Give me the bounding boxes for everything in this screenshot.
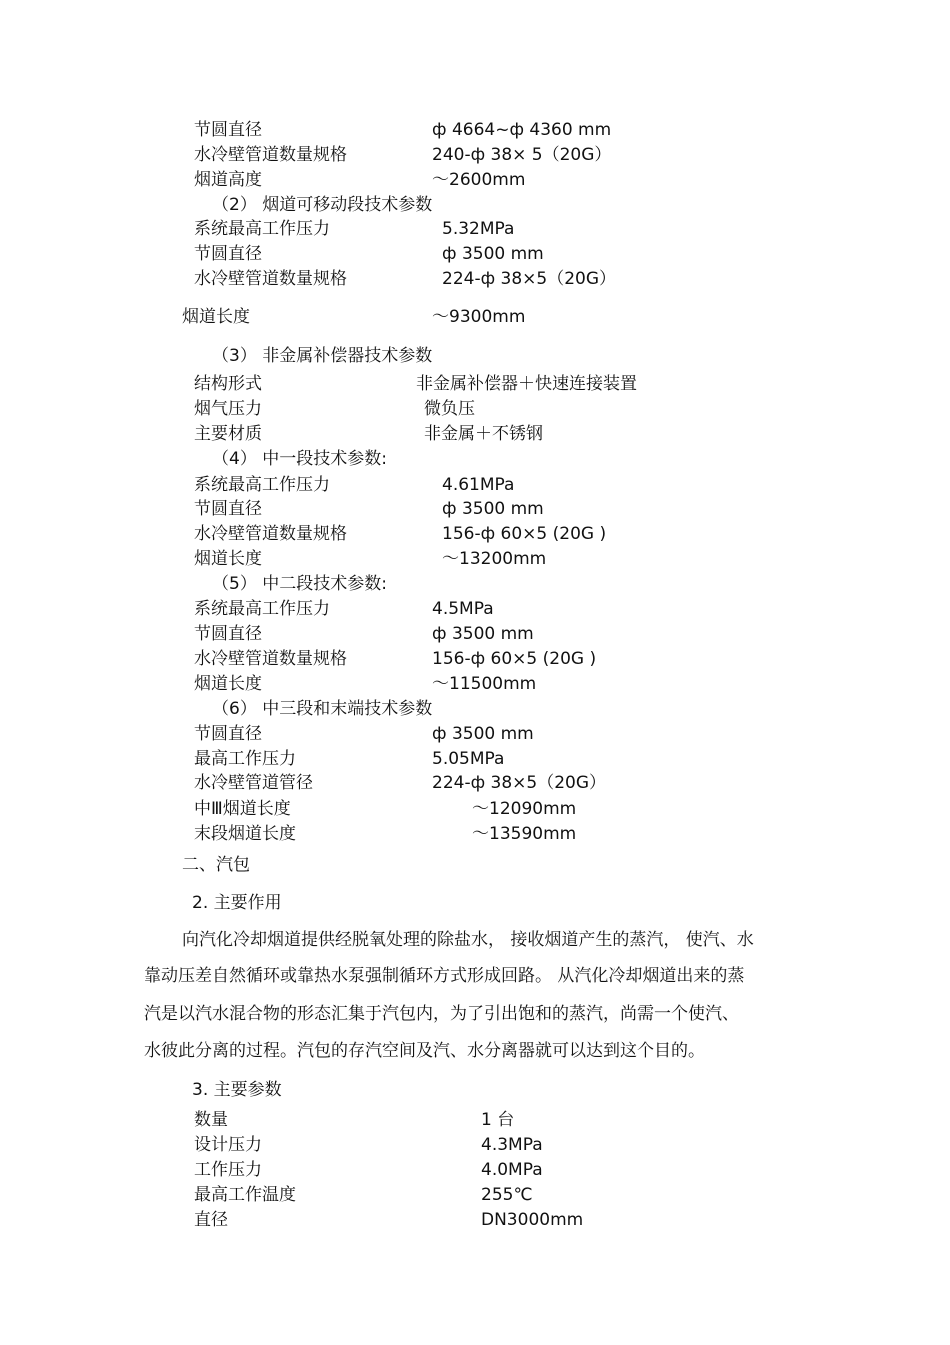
paragraph-line: 靠动压差自然循环或靠热水泵强制循环方式形成回路。 从汽化冷却烟道出来的蒸 bbox=[144, 966, 745, 986]
param-label: 末段烟道长度 bbox=[194, 824, 296, 844]
param-value: ～12090mm bbox=[472, 799, 577, 819]
param-value: ф 3500 mm bbox=[432, 724, 534, 744]
param-label: 主要材质 bbox=[194, 424, 262, 444]
param-label: 水冷壁管道数量规格 bbox=[194, 649, 347, 669]
param-label: 节圆直径 bbox=[194, 624, 262, 644]
param-value: ф 3500 mm bbox=[442, 499, 544, 519]
param-value: ф 4664~ф 4360 mm bbox=[432, 120, 612, 140]
param-label: 系统最高工作压力 bbox=[194, 475, 330, 495]
param-label: 直径 bbox=[194, 1210, 228, 1230]
subsection-heading: （2） 烟道可移动段技术参数 bbox=[212, 195, 433, 215]
param-label: 烟气压力 bbox=[194, 399, 262, 419]
param-value: 224-ф 38×5（20G） bbox=[442, 269, 617, 289]
param-label: 节圆直径 bbox=[194, 244, 262, 264]
param-label: 最高工作温度 bbox=[194, 1185, 296, 1205]
param-value: 微负压 bbox=[424, 399, 475, 419]
subsection-heading: （4） 中一段技术参数: bbox=[212, 449, 387, 469]
param-value: 224-ф 38×5（20G） bbox=[432, 773, 607, 793]
param-value: 非金属补偿器＋快速连接装置 bbox=[416, 374, 637, 394]
param-value: ～2600mm bbox=[432, 170, 526, 190]
param-value: ф 3500 mm bbox=[432, 624, 534, 644]
param-label: 系统最高工作压力 bbox=[194, 599, 330, 619]
param-value: 156-ф 60×5 (20G ) bbox=[432, 649, 597, 669]
param-label: 水冷壁管道数量规格 bbox=[194, 524, 347, 544]
param-label: 水冷壁管道数量规格 bbox=[194, 145, 347, 165]
param-label: 烟道长度 bbox=[182, 307, 250, 327]
param-label: 数量 bbox=[194, 1110, 228, 1130]
param-label: 水冷壁管道管径 bbox=[194, 773, 313, 793]
param-label: 结构形式 bbox=[194, 374, 262, 394]
param-value: 5.32MPa bbox=[442, 219, 515, 239]
param-value: 4.5MPa bbox=[432, 599, 494, 619]
param-label: 节圆直径 bbox=[194, 499, 262, 519]
paragraph-line: 向汽化冷却烟道提供经脱氧处理的除盐水， 接收烟道产生的蒸汽， 使汽、水 bbox=[182, 930, 754, 950]
param-label: 水冷壁管道数量规格 bbox=[194, 269, 347, 289]
subsection-heading: 2. 主要作用 bbox=[192, 893, 282, 913]
param-value: 4.61MPa bbox=[442, 475, 515, 495]
param-label: 设计压力 bbox=[194, 1135, 262, 1155]
param-value: 4.3MPa bbox=[481, 1135, 543, 1155]
paragraph-line: 汽是以汽水混合物的形态汇集于汽包内，为了引出饱和的蒸汽，尚需一个使汽、 bbox=[144, 1004, 739, 1024]
param-value: ～13200mm bbox=[442, 549, 547, 569]
param-label: 烟道长度 bbox=[194, 674, 262, 694]
param-value: ～11500mm bbox=[432, 674, 537, 694]
param-label: 烟道长度 bbox=[194, 549, 262, 569]
param-label: 工作压力 bbox=[194, 1160, 262, 1180]
param-value: 1 台 bbox=[481, 1110, 515, 1130]
param-value: 240-ф 38× 5（20G） bbox=[432, 145, 612, 165]
paragraph-line: 水彼此分离的过程。汽包的存汽空间及汽、水分离器就可以达到这个目的。 bbox=[144, 1041, 705, 1061]
subsection-heading: （6） 中三段和末端技术参数 bbox=[212, 699, 433, 719]
section-title: 二、汽包 bbox=[182, 855, 250, 875]
param-label: 最高工作压力 bbox=[194, 749, 296, 769]
subsection-heading: （3） 非金属补偿器技术参数 bbox=[212, 346, 433, 366]
param-value: DN3000mm bbox=[481, 1210, 584, 1230]
param-label: 中Ⅲ烟道长度 bbox=[194, 799, 291, 819]
param-value: ～13590mm bbox=[472, 824, 577, 844]
param-label: 烟道高度 bbox=[194, 170, 262, 190]
param-label: 节圆直径 bbox=[194, 120, 262, 140]
param-value: 156-ф 60×5 (20G ) bbox=[442, 524, 607, 544]
param-value: 非金属＋不锈钢 bbox=[424, 424, 543, 444]
param-value: ～9300mm bbox=[432, 307, 526, 327]
subsection-heading: （5） 中二段技术参数: bbox=[212, 574, 387, 594]
param-label: 系统最高工作压力 bbox=[194, 219, 330, 239]
subsection-heading: 3. 主要参数 bbox=[192, 1080, 282, 1100]
param-value: ф 3500 mm bbox=[442, 244, 544, 264]
param-value: 5.05MPa bbox=[432, 749, 505, 769]
param-value: 255℃ bbox=[481, 1185, 533, 1205]
param-value: 4.0MPa bbox=[481, 1160, 543, 1180]
param-label: 节圆直径 bbox=[194, 724, 262, 744]
